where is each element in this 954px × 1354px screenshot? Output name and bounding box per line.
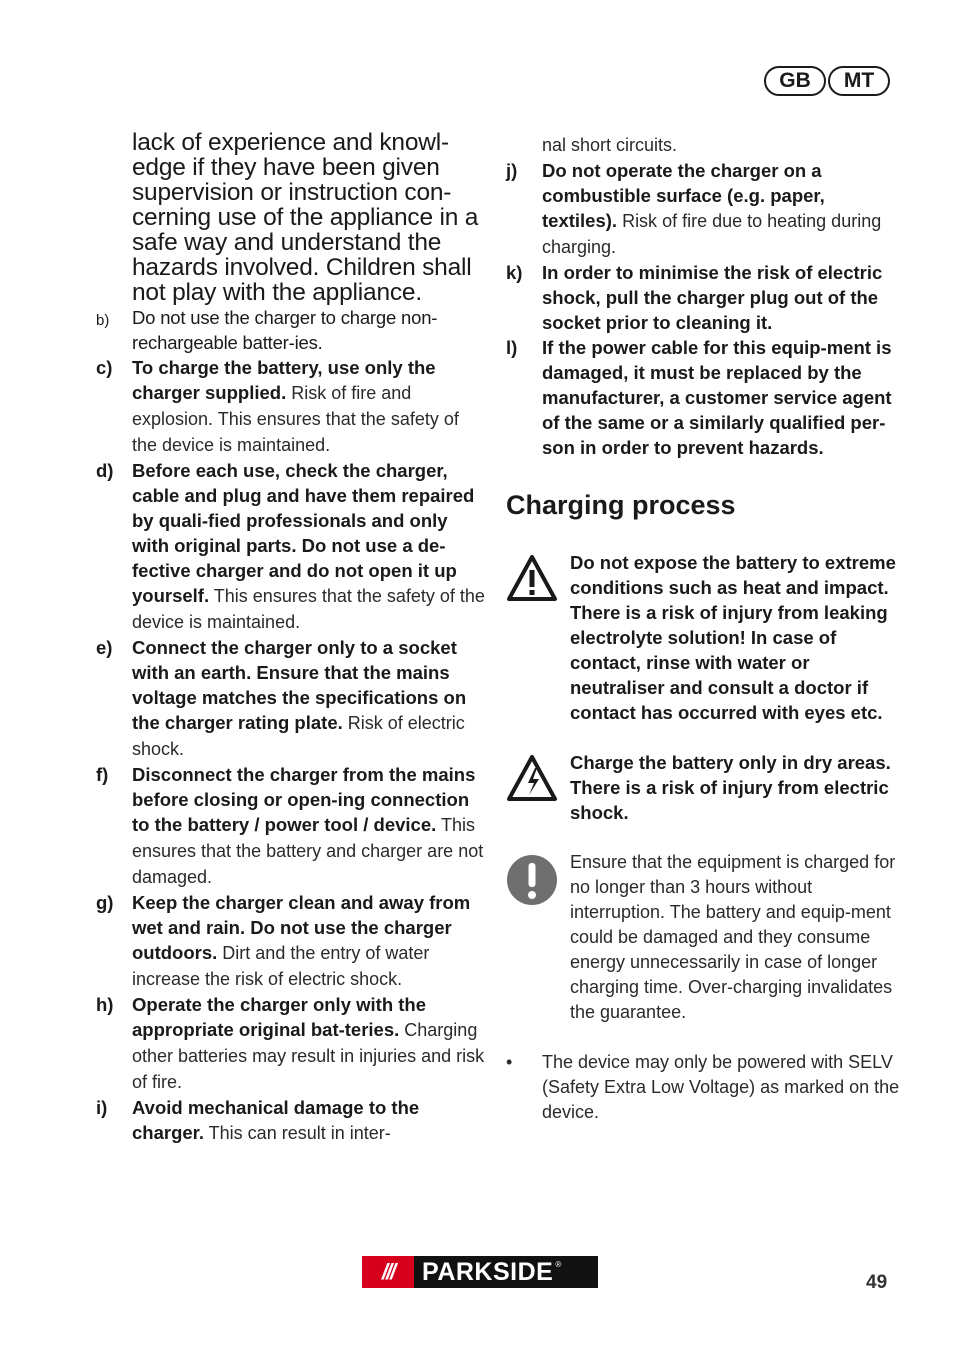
list-item-d [96,458,488,635]
list-item-e [96,635,488,762]
item-normal-text: Risk of fire due to heating during charging. [542,211,882,257]
item-normal-text: Dirt and the entry of water increase the risk of electric shock. [132,943,430,989]
item-normal-text: This ensures that the battery and charger are not damaged. [132,815,484,887]
item-marker: d) [96,460,114,481]
exclamation-circle-icon [506,850,570,1025]
item-bold-text: Avoid mechanical damage to the charger. [132,1097,420,1143]
warning-line-1: Charge the battery only in dry areas. [570,752,891,773]
left-column [96,130,488,1146]
right-column [506,133,902,1125]
warning-triangle-icon [506,550,570,725]
warning-block-general [506,550,902,725]
logo-slashes: /// [362,1256,414,1288]
list-item-l [506,335,902,460]
logo-registered-mark: ® [555,1259,562,1269]
item-bold-text: Before each use, check the charger, cable and plug and have them repaired by quali-fied professionals and only with original parts. Do not use a de-fective charger and do not open it up yourself. [132,460,475,606]
item-normal-text: This ensures that the safety of the device is maintained. [132,586,485,632]
item-bold-text: Disconnect the charger from the mains before closing or open-ing connection to the battery / power tool / device. [132,764,476,835]
list-item-c [96,355,488,458]
item-bold-text: If the power cable for this equip-ment is damaged, it must be replaced by the manufacturer, a customer service agent of the same or a similarly qualified per-son in order to prevent hazards. [542,337,892,458]
continuation-text: nal short circuits. [542,135,678,155]
bullet-dot-icon: • [506,1052,513,1072]
item-normal-text: Charging other batteries may result in injuries and risk of fire. [132,1020,485,1092]
page-number: 49 [866,1272,888,1293]
item-normal-text: Risk of fire and explosion. This ensures that the safety of the device is maintained. [132,383,459,455]
language-badge-mt: MT [828,66,890,96]
list-item-j [506,158,902,260]
warning-text [570,750,902,825]
parkside-logo [362,1256,598,1288]
item-normal-text: Risk of electric shock. [132,713,465,759]
item-bold-text: Keep the charger clean and away from wet and rain. Do not use the charger outdoors. [132,892,471,963]
note-text: Ensure that the equipment is charged for no longer than 3 hours without interruption. The battery and equip-ment could be damaged and they consume energy unnecessarily in case of longer charging time. Over-charging invalidates the guarantee. [570,852,896,1022]
list-item-f [96,762,488,890]
item-marker: k) [506,262,523,283]
item-text: Do not use the charger to charge non-rechargeable batter-ies. [132,307,438,353]
item-marker: l) [506,337,518,358]
list-item-i [96,1095,488,1146]
item-bold-text: Operate the charger only with the appropriate original bat-teries. [132,994,427,1040]
item-marker: h) [96,994,114,1015]
item-marker: j) [506,160,518,181]
section-heading: Charging process [506,490,736,520]
electric-shock-warning-icon [506,750,570,825]
note-block [506,850,902,1025]
bullet-item [506,1050,902,1125]
list-item-h [96,992,488,1095]
item-bold-text: Connect the charger only to a socket with an earth. Ensure that the mains voltage matches the specifications on the charger rating plate. [132,637,467,733]
item-marker: c) [96,357,113,378]
item-bold-text: Do not operate the charger on a combustible surface (e.g. paper, textiles). [542,160,825,231]
intro-paragraph: lack of experience and knowl-edge if they have been given supervision or instruction con-cerning use of the appliance in a safe way and understand the hazards involved. Children shall not play with the appliance. [132,129,479,306]
item-bold-text: In order to minimise the risk of electric shock, pull the charger plug out of the socket prior to cleaning it. [542,262,883,333]
item-marker: f) [96,764,109,785]
item-normal-text: This can result in inter- [204,1123,391,1143]
list-item-g [96,890,488,992]
item-marker: i) [96,1097,108,1118]
item-bold-text: To charge the battery, use only the charger supplied. [132,357,436,403]
warning-text: Do not expose the battery to extreme conditions such as heat and impact. There is a risk of injury from leaking electrolyte solution! In case of contact, rinse with water or neutraliser and consult a doctor if contact has occurred with eyes etc. [570,552,896,723]
item-marker: e) [96,637,113,658]
logo-text: PARKSIDE [422,1257,554,1286]
bullet-text: The device may only be powered with SELV (Safety Extra Low Voltage) as marked on the device. [542,1052,900,1122]
language-badge-gb: GB [764,66,826,96]
item-marker: g) [96,892,114,913]
warning-line-2: There is a risk of injury from electric shock. [570,777,889,823]
item-marker: b) [96,312,110,329]
list-item-b [96,305,488,355]
list-item-k [506,260,902,335]
warning-block-electric [506,750,902,825]
